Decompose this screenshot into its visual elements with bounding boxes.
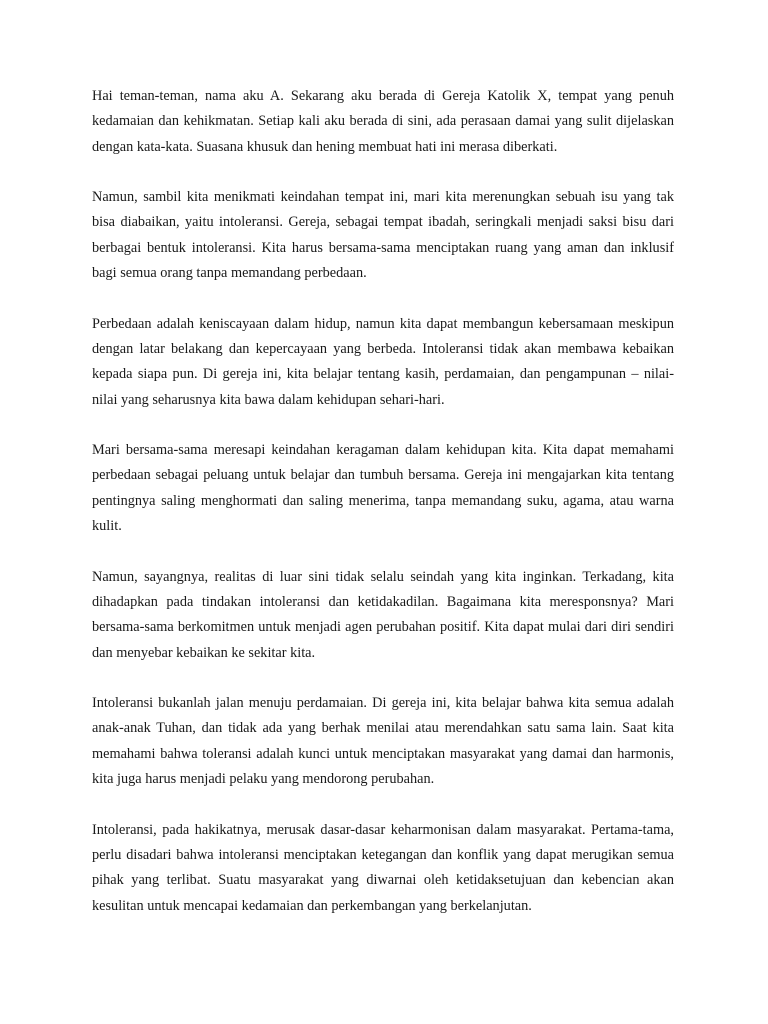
- paragraph-7: Intoleransi, pada hakikatnya, merusak dasar-dasar keharmonisan dalam masyarakat. Pertama-tama, perlu disadari bahwa intoleransi menciptakan ketegangan dan konflik yang dapat merugikan semua pihak yang terlibat. Suatu masyarakat yang diwarnai oleh ketidaksetujuan dan kebencian akan kesulitan untuk mencapai kedamaian dan perkembangan yang berkelanjutan.: [92, 821, 674, 914]
- paragraph-6: Intoleransi bukanlah jalan menuju perdamaian. Di gereja ini, kita belajar bahwa kita semua adalah anak-anak Tuhan, dan tidak ada yang berhak menilai atau merendahkan satu sama lain. Saat kita memahami bahwa toleransi adalah kunci untuk menciptakan masyarakat yang damai dan harmonis, kita juga harus menjadi pelaku yang mendorong perubahan.: [92, 695, 674, 788]
- paragraph-1: Hai teman-teman, nama aku A. Sekarang aku berada di Gereja Katolik X, tempat yang penuh kedamaian dan kehikmatan. Setiap kali aku berada di sini, ada perasaan damai yang sulit dijelaskan dengan kata-kata. Suasana khusuk dan hening membuat hati ini merasa diberkati.: [92, 88, 674, 155]
- document-body: [92, 84, 674, 919]
- paragraph-5: Namun, sayangnya, realitas di luar sini tidak selalu seindah yang kita inginkan. Terkadang, kita dihadapkan pada tindakan intoleransi dan ketidakadilan. Bagaimana kita meresponsnya? Mari bersama-sama berkomitmen untuk menjadi agen perubahan positif. Kita dapat mulai dari diri sendiri dan menyebar kebaikan ke sekitar kita.: [92, 568, 674, 661]
- paragraph-2: Namun, sambil kita menikmati keindahan tempat ini, mari kita merenungkan sebuah isu yang tak bisa diabaikan, yaitu intoleransi. Gereja, sebagai tempat ibadah, seringkali menjadi saksi bisu dari berbagai bentuk intoleransi. Kita harus bersama-sama menciptakan ruang yang aman dan inklusif bagi semua orang tanpa memandang perbedaan.: [92, 189, 674, 282]
- paragraph-4: Mari bersama-sama meresapi keindahan keragaman dalam kehidupan kita. Kita dapat memahami perbedaan sebagai peluang untuk belajar dan tumbuh bersama. Gereja ini mengajarkan kita tentang pentingnya saling menghormati dan saling menerima, tanpa memandang suku, agama, atau warna kulit.: [92, 442, 674, 535]
- paragraph-3: Perbedaan adalah keniscayaan dalam hidup, namun kita dapat membangun kebersamaan meskipun dengan latar belakang dan kepercayaan yang berbeda. Intoleransi tidak akan membawa kebaikan kepada siapa pun. Di gereja ini, kita belajar tentang kasih, perdamaian, dan pengampunan – nilai-nilai yang seharusnya kita bawa dalam kehidupan sehari-hari.: [92, 315, 674, 408]
